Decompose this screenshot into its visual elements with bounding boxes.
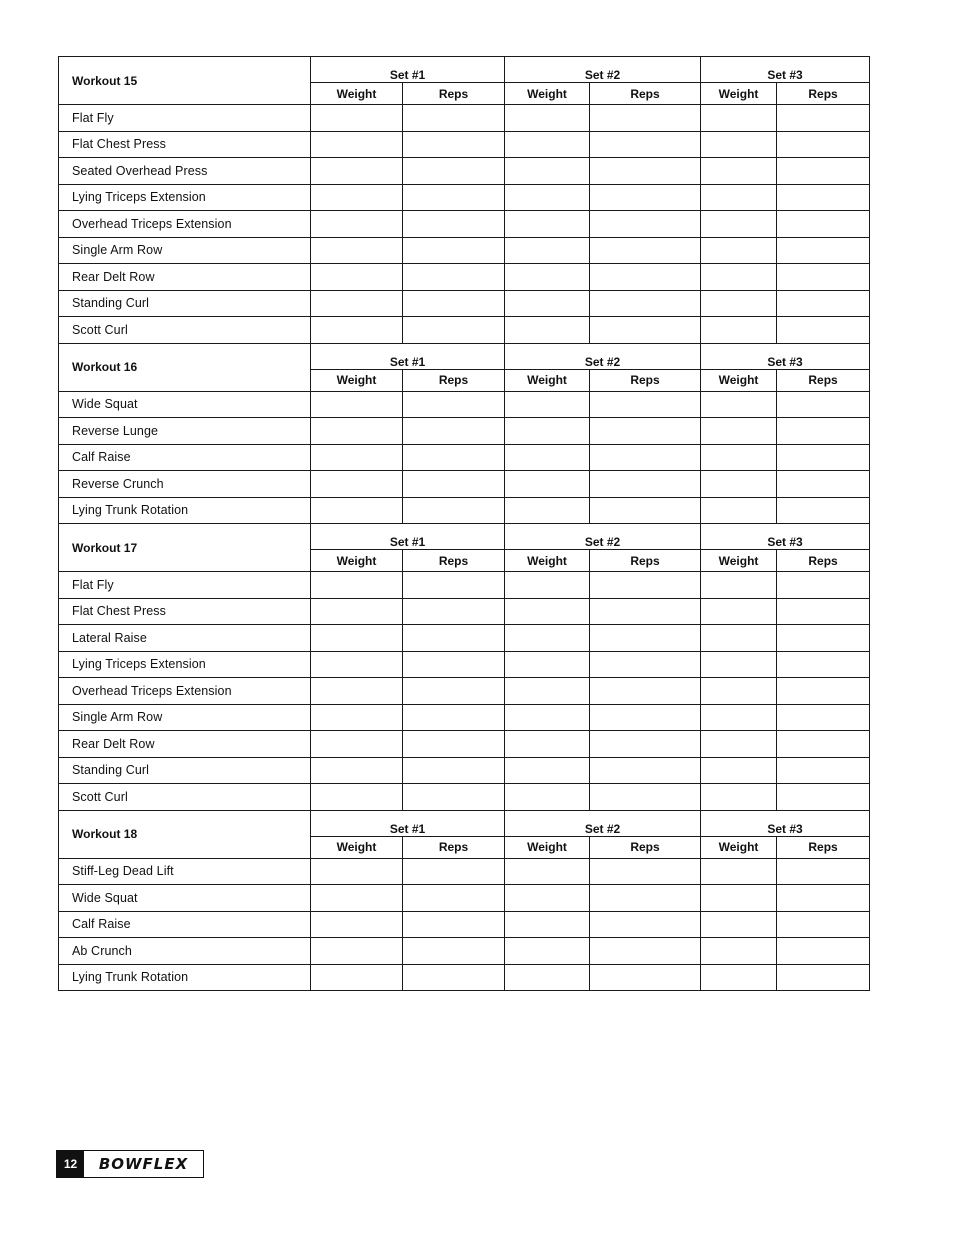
weight-entry-cell[interactable] xyxy=(701,938,777,965)
weight-entry-cell[interactable] xyxy=(311,184,403,211)
weight-entry-cell[interactable] xyxy=(505,938,590,965)
exercise-name: Lateral Raise xyxy=(59,625,311,652)
exercise-row xyxy=(59,911,870,938)
weight-entry-cell[interactable] xyxy=(701,497,777,524)
weight-entry-cell[interactable] xyxy=(505,678,590,705)
reps-entry-cell[interactable] xyxy=(403,651,505,678)
workout-header-row xyxy=(59,343,870,369)
workout-log-table xyxy=(58,56,870,991)
exercise-row xyxy=(59,625,870,652)
weight-entry-cell[interactable] xyxy=(505,497,590,524)
weight-entry-cell[interactable] xyxy=(505,317,590,344)
reps-entry-cell[interactable] xyxy=(590,418,701,445)
reps-entry-cell[interactable] xyxy=(403,497,505,524)
weight-entry-cell[interactable] xyxy=(505,391,590,418)
weight-column-header: Weight xyxy=(505,369,590,391)
weight-entry-cell[interactable] xyxy=(701,211,777,238)
set-header: Set #3 xyxy=(701,343,870,369)
reps-column-header: Reps xyxy=(777,836,870,858)
reps-entry-cell[interactable] xyxy=(403,784,505,811)
weight-entry-cell[interactable] xyxy=(311,784,403,811)
exercise-name: Scott Curl xyxy=(59,317,311,344)
exercise-row xyxy=(59,572,870,599)
weight-entry-cell[interactable] xyxy=(701,964,777,991)
weight-entry-cell[interactable] xyxy=(701,290,777,317)
reps-entry-cell[interactable] xyxy=(590,184,701,211)
set-header: Set #1 xyxy=(311,810,505,836)
weight-entry-cell[interactable] xyxy=(505,572,590,599)
exercise-name: Stiff-Leg Dead Lift xyxy=(59,858,311,885)
weight-column-header: Weight xyxy=(505,836,590,858)
weight-entry-cell[interactable] xyxy=(505,625,590,652)
reps-entry-cell[interactable] xyxy=(590,964,701,991)
reps-entry-cell[interactable] xyxy=(590,211,701,238)
reps-entry-cell[interactable] xyxy=(590,317,701,344)
weight-entry-cell[interactable] xyxy=(505,757,590,784)
workout-title: Workout 17 xyxy=(59,524,311,572)
reps-column-header: Reps xyxy=(590,836,701,858)
weight-entry-cell[interactable] xyxy=(505,211,590,238)
reps-entry-cell[interactable] xyxy=(777,678,870,705)
exercise-name: Overhead Triceps Extension xyxy=(59,678,311,705)
weight-entry-cell[interactable] xyxy=(311,444,403,471)
reps-entry-cell[interactable] xyxy=(403,911,505,938)
weight-entry-cell[interactable] xyxy=(311,704,403,731)
exercise-row xyxy=(59,264,870,291)
exercise-row xyxy=(59,598,870,625)
exercise-row xyxy=(59,784,870,811)
weight-entry-cell[interactable] xyxy=(701,317,777,344)
exercise-row xyxy=(59,964,870,991)
weight-entry-cell[interactable] xyxy=(311,290,403,317)
exercise-name: Wide Squat xyxy=(59,885,311,912)
reps-entry-cell[interactable] xyxy=(590,625,701,652)
exercise-row xyxy=(59,158,870,185)
weight-entry-cell[interactable] xyxy=(311,757,403,784)
weight-entry-cell[interactable] xyxy=(505,131,590,158)
reps-entry-cell[interactable] xyxy=(777,885,870,912)
exercise-row xyxy=(59,184,870,211)
exercise-row xyxy=(59,211,870,238)
set-header: Set #2 xyxy=(505,810,701,836)
exercise-name: Ab Crunch xyxy=(59,938,311,965)
exercise-name: Single Arm Row xyxy=(59,237,311,264)
reps-column-header: Reps xyxy=(777,83,870,105)
reps-entry-cell[interactable] xyxy=(590,911,701,938)
reps-entry-cell[interactable] xyxy=(403,418,505,445)
exercise-row xyxy=(59,237,870,264)
weight-entry-cell[interactable] xyxy=(311,678,403,705)
weight-entry-cell[interactable] xyxy=(311,211,403,238)
reps-entry-cell[interactable] xyxy=(590,651,701,678)
exercise-name: Flat Chest Press xyxy=(59,598,311,625)
exercise-name: Rear Delt Row xyxy=(59,731,311,758)
weight-entry-cell[interactable] xyxy=(505,105,590,132)
exercise-name: Lying Trunk Rotation xyxy=(59,964,311,991)
reps-entry-cell[interactable] xyxy=(590,885,701,912)
weight-entry-cell[interactable] xyxy=(505,784,590,811)
reps-entry-cell[interactable] xyxy=(590,858,701,885)
weight-entry-cell[interactable] xyxy=(505,444,590,471)
reps-entry-cell[interactable] xyxy=(777,158,870,185)
exercise-row xyxy=(59,858,870,885)
exercise-row xyxy=(59,290,870,317)
reps-entry-cell[interactable] xyxy=(777,964,870,991)
reps-entry-cell[interactable] xyxy=(403,678,505,705)
reps-entry-cell[interactable] xyxy=(590,237,701,264)
weight-column-header: Weight xyxy=(701,369,777,391)
weight-entry-cell[interactable] xyxy=(311,911,403,938)
reps-entry-cell[interactable] xyxy=(777,131,870,158)
exercise-row xyxy=(59,391,870,418)
reps-entry-cell[interactable] xyxy=(777,858,870,885)
exercise-row xyxy=(59,471,870,498)
reps-entry-cell[interactable] xyxy=(403,572,505,599)
reps-entry-cell[interactable] xyxy=(403,444,505,471)
weight-entry-cell[interactable] xyxy=(701,391,777,418)
exercise-name: Standing Curl xyxy=(59,290,311,317)
exercise-row xyxy=(59,704,870,731)
reps-entry-cell[interactable] xyxy=(403,105,505,132)
reps-column-header: Reps xyxy=(403,836,505,858)
weight-entry-cell[interactable] xyxy=(505,598,590,625)
workout-header-row xyxy=(59,810,870,836)
reps-entry-cell[interactable] xyxy=(403,131,505,158)
exercise-row xyxy=(59,444,870,471)
weight-entry-cell[interactable] xyxy=(701,885,777,912)
exercise-name: Wide Squat xyxy=(59,391,311,418)
reps-entry-cell[interactable] xyxy=(590,678,701,705)
weight-entry-cell[interactable] xyxy=(505,418,590,445)
weight-entry-cell[interactable] xyxy=(505,885,590,912)
weight-entry-cell[interactable] xyxy=(701,651,777,678)
workout-header-row xyxy=(59,524,870,550)
weight-column-header: Weight xyxy=(701,83,777,105)
reps-entry-cell[interactable] xyxy=(590,757,701,784)
exercise-name: Calf Raise xyxy=(59,444,311,471)
exercise-name: Reverse Crunch xyxy=(59,471,311,498)
weight-entry-cell[interactable] xyxy=(701,418,777,445)
reps-column-header: Reps xyxy=(403,550,505,572)
weight-entry-cell[interactable] xyxy=(701,572,777,599)
reps-entry-cell[interactable] xyxy=(777,704,870,731)
set-header: Set #2 xyxy=(505,343,701,369)
weight-entry-cell[interactable] xyxy=(701,911,777,938)
weight-column-header: Weight xyxy=(701,550,777,572)
weight-entry-cell[interactable] xyxy=(701,158,777,185)
weight-entry-cell[interactable] xyxy=(701,704,777,731)
page-footer xyxy=(56,1150,204,1178)
reps-entry-cell[interactable] xyxy=(403,237,505,264)
reps-entry-cell[interactable] xyxy=(777,731,870,758)
weight-entry-cell[interactable] xyxy=(311,158,403,185)
page-number: 12 xyxy=(57,1151,84,1177)
weight-entry-cell[interactable] xyxy=(701,598,777,625)
weight-entry-cell[interactable] xyxy=(701,131,777,158)
reps-entry-cell[interactable] xyxy=(403,757,505,784)
weight-entry-cell[interactable] xyxy=(311,497,403,524)
exercise-row xyxy=(59,757,870,784)
weight-column-header: Weight xyxy=(701,836,777,858)
exercise-name: Standing Curl xyxy=(59,757,311,784)
set-header: Set #1 xyxy=(311,524,505,550)
weight-entry-cell[interactable] xyxy=(701,625,777,652)
exercise-name: Calf Raise xyxy=(59,911,311,938)
weight-entry-cell[interactable] xyxy=(701,858,777,885)
set-header: Set #3 xyxy=(701,524,870,550)
reps-entry-cell[interactable] xyxy=(777,317,870,344)
set-header: Set #3 xyxy=(701,57,870,83)
weight-entry-cell[interactable] xyxy=(311,651,403,678)
reps-column-header: Reps xyxy=(590,83,701,105)
reps-entry-cell[interactable] xyxy=(403,704,505,731)
exercise-name: Lying Trunk Rotation xyxy=(59,497,311,524)
weight-entry-cell[interactable] xyxy=(311,237,403,264)
reps-entry-cell[interactable] xyxy=(590,391,701,418)
exercise-row xyxy=(59,678,870,705)
reps-entry-cell[interactable] xyxy=(590,105,701,132)
reps-entry-cell[interactable] xyxy=(777,418,870,445)
weight-entry-cell[interactable] xyxy=(311,858,403,885)
reps-entry-cell[interactable] xyxy=(403,964,505,991)
weight-entry-cell[interactable] xyxy=(311,938,403,965)
set-header: Set #1 xyxy=(311,57,505,83)
reps-entry-cell[interactable] xyxy=(777,471,870,498)
weight-entry-cell[interactable] xyxy=(701,784,777,811)
weight-entry-cell[interactable] xyxy=(311,418,403,445)
workout-title: Workout 16 xyxy=(59,343,311,391)
workout-title: Workout 18 xyxy=(59,810,311,858)
exercise-name: Rear Delt Row xyxy=(59,264,311,291)
reps-entry-cell[interactable] xyxy=(777,598,870,625)
weight-entry-cell[interactable] xyxy=(311,391,403,418)
weight-entry-cell[interactable] xyxy=(505,704,590,731)
weight-entry-cell[interactable] xyxy=(311,105,403,132)
reps-entry-cell[interactable] xyxy=(777,105,870,132)
weight-entry-cell[interactable] xyxy=(311,264,403,291)
weight-entry-cell[interactable] xyxy=(311,885,403,912)
reps-entry-cell[interactable] xyxy=(777,444,870,471)
reps-entry-cell[interactable] xyxy=(777,572,870,599)
reps-entry-cell[interactable] xyxy=(403,158,505,185)
reps-entry-cell[interactable] xyxy=(590,131,701,158)
weight-entry-cell[interactable] xyxy=(505,237,590,264)
workout-title: Workout 15 xyxy=(59,57,311,105)
reps-entry-cell[interactable] xyxy=(777,184,870,211)
exercise-name: Lying Triceps Extension xyxy=(59,651,311,678)
reps-entry-cell[interactable] xyxy=(590,158,701,185)
weight-entry-cell[interactable] xyxy=(701,471,777,498)
weight-column-header: Weight xyxy=(505,83,590,105)
weight-column-header: Weight xyxy=(311,836,403,858)
exercise-row xyxy=(59,651,870,678)
weight-entry-cell[interactable] xyxy=(311,572,403,599)
reps-entry-cell[interactable] xyxy=(403,391,505,418)
weight-column-header: Weight xyxy=(505,550,590,572)
exercise-row xyxy=(59,105,870,132)
weight-entry-cell[interactable] xyxy=(505,911,590,938)
exercise-name: Scott Curl xyxy=(59,784,311,811)
weight-entry-cell[interactable] xyxy=(701,105,777,132)
reps-entry-cell[interactable] xyxy=(590,938,701,965)
weight-entry-cell[interactable] xyxy=(505,471,590,498)
reps-entry-cell[interactable] xyxy=(590,598,701,625)
exercise-name: Single Arm Row xyxy=(59,704,311,731)
reps-entry-cell[interactable] xyxy=(403,625,505,652)
reps-entry-cell[interactable] xyxy=(590,572,701,599)
exercise-name: Reverse Lunge xyxy=(59,418,311,445)
weight-entry-cell[interactable] xyxy=(701,264,777,291)
reps-entry-cell[interactable] xyxy=(403,471,505,498)
weight-column-header: Weight xyxy=(311,550,403,572)
weight-entry-cell[interactable] xyxy=(505,731,590,758)
weight-entry-cell[interactable] xyxy=(505,158,590,185)
exercise-row xyxy=(59,885,870,912)
reps-entry-cell[interactable] xyxy=(777,391,870,418)
weight-entry-cell[interactable] xyxy=(311,131,403,158)
weight-entry-cell[interactable] xyxy=(505,184,590,211)
weight-entry-cell[interactable] xyxy=(311,471,403,498)
reps-entry-cell[interactable] xyxy=(403,598,505,625)
reps-entry-cell[interactable] xyxy=(403,938,505,965)
exercise-row xyxy=(59,131,870,158)
exercise-name: Flat Fly xyxy=(59,572,311,599)
reps-entry-cell[interactable] xyxy=(403,264,505,291)
reps-entry-cell[interactable] xyxy=(403,211,505,238)
exercise-name: Flat Chest Press xyxy=(59,131,311,158)
reps-column-header: Reps xyxy=(403,83,505,105)
weight-column-header: Weight xyxy=(311,83,403,105)
set-header: Set #3 xyxy=(701,810,870,836)
reps-entry-cell[interactable] xyxy=(590,704,701,731)
reps-column-header: Reps xyxy=(590,550,701,572)
weight-entry-cell[interactable] xyxy=(311,625,403,652)
reps-entry-cell[interactable] xyxy=(777,651,870,678)
reps-column-header: Reps xyxy=(590,369,701,391)
weight-entry-cell[interactable] xyxy=(311,317,403,344)
reps-entry-cell[interactable] xyxy=(403,290,505,317)
reps-entry-cell[interactable] xyxy=(590,784,701,811)
reps-entry-cell[interactable] xyxy=(590,471,701,498)
exercise-row xyxy=(59,418,870,445)
weight-entry-cell[interactable] xyxy=(701,237,777,264)
weight-entry-cell[interactable] xyxy=(311,964,403,991)
set-header: Set #2 xyxy=(505,57,701,83)
reps-entry-cell[interactable] xyxy=(777,264,870,291)
weight-entry-cell[interactable] xyxy=(701,444,777,471)
weight-entry-cell[interactable] xyxy=(505,264,590,291)
weight-entry-cell[interactable] xyxy=(505,964,590,991)
weight-entry-cell[interactable] xyxy=(505,858,590,885)
set-header: Set #2 xyxy=(505,524,701,550)
reps-entry-cell[interactable] xyxy=(777,757,870,784)
weight-entry-cell[interactable] xyxy=(701,184,777,211)
exercise-row xyxy=(59,731,870,758)
reps-entry-cell[interactable] xyxy=(403,184,505,211)
reps-entry-cell[interactable] xyxy=(590,731,701,758)
reps-entry-cell[interactable] xyxy=(590,497,701,524)
reps-entry-cell[interactable] xyxy=(777,497,870,524)
reps-entry-cell[interactable] xyxy=(777,625,870,652)
reps-entry-cell[interactable] xyxy=(777,911,870,938)
reps-entry-cell[interactable] xyxy=(777,290,870,317)
exercise-name: Flat Fly xyxy=(59,105,311,132)
reps-entry-cell[interactable] xyxy=(403,858,505,885)
set-header: Set #1 xyxy=(311,343,505,369)
exercise-row xyxy=(59,938,870,965)
weight-entry-cell[interactable] xyxy=(311,731,403,758)
reps-column-header: Reps xyxy=(777,369,870,391)
weight-entry-cell[interactable] xyxy=(505,290,590,317)
reps-entry-cell[interactable] xyxy=(403,317,505,344)
weight-entry-cell[interactable] xyxy=(701,757,777,784)
reps-entry-cell[interactable] xyxy=(777,237,870,264)
exercise-name: Overhead Triceps Extension xyxy=(59,211,311,238)
exercise-row xyxy=(59,497,870,524)
exercise-name: Seated Overhead Press xyxy=(59,158,311,185)
bowflex-logo: BOWFLEX xyxy=(98,1155,189,1173)
weight-column-header: Weight xyxy=(311,369,403,391)
reps-entry-cell[interactable] xyxy=(777,784,870,811)
reps-entry-cell[interactable] xyxy=(403,885,505,912)
reps-column-header: Reps xyxy=(403,369,505,391)
reps-column-header: Reps xyxy=(777,550,870,572)
workout-header-row xyxy=(59,57,870,83)
exercise-row xyxy=(59,317,870,344)
reps-entry-cell[interactable] xyxy=(590,264,701,291)
weight-entry-cell[interactable] xyxy=(701,678,777,705)
reps-entry-cell[interactable] xyxy=(777,211,870,238)
weight-entry-cell[interactable] xyxy=(311,598,403,625)
weight-entry-cell[interactable] xyxy=(701,731,777,758)
weight-entry-cell[interactable] xyxy=(505,651,590,678)
exercise-name: Lying Triceps Extension xyxy=(59,184,311,211)
reps-entry-cell[interactable] xyxy=(403,731,505,758)
reps-entry-cell[interactable] xyxy=(590,444,701,471)
reps-entry-cell[interactable] xyxy=(777,938,870,965)
reps-entry-cell[interactable] xyxy=(590,290,701,317)
